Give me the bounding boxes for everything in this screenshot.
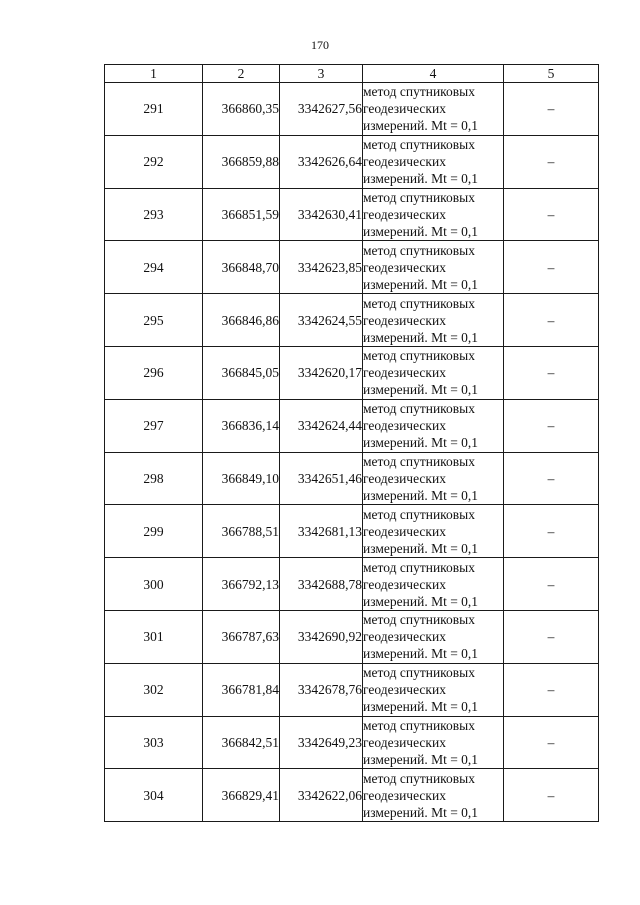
x-coordinate-cell: 366849,10 bbox=[203, 452, 280, 505]
method-line: метод спутниковых bbox=[363, 612, 475, 628]
y-coordinate-cell: 3342690,92 bbox=[280, 610, 363, 663]
method-line: измерений. Mt = 0,1 bbox=[363, 223, 479, 239]
method-line: метод спутниковых bbox=[363, 84, 475, 100]
method-line: геодезических bbox=[363, 734, 446, 750]
y-coordinate-cell: 3342620,17 bbox=[280, 346, 363, 399]
method-line: метод спутниковых bbox=[363, 295, 475, 311]
description-cell: – bbox=[504, 188, 599, 241]
method-line: геодезических bbox=[363, 470, 446, 486]
description-cell: – bbox=[504, 610, 599, 663]
table-row bbox=[105, 399, 599, 452]
x-coordinate-cell: 366787,63 bbox=[203, 610, 280, 663]
y-coordinate-cell: 3342651,46 bbox=[280, 452, 363, 505]
point-number-cell: 304 bbox=[105, 769, 203, 822]
method-line: метод спутниковых bbox=[363, 506, 475, 522]
point-number-cell: 294 bbox=[105, 241, 203, 294]
x-coordinate-cell: 366859,88 bbox=[203, 135, 280, 188]
x-coordinate-cell: 366792,13 bbox=[203, 558, 280, 611]
description-cell: – bbox=[504, 346, 599, 399]
method-cell bbox=[363, 716, 504, 769]
x-coordinate-cell: 366845,05 bbox=[203, 346, 280, 399]
y-coordinate-cell: 3342624,44 bbox=[280, 399, 363, 452]
table-row bbox=[105, 83, 599, 136]
table-row bbox=[105, 188, 599, 241]
x-coordinate-cell: 366860,35 bbox=[203, 83, 280, 136]
method-line: измерений. Mt = 0,1 bbox=[363, 382, 479, 398]
method-line: метод спутниковых bbox=[363, 242, 475, 258]
method-cell bbox=[363, 769, 504, 822]
x-coordinate-cell: 366848,70 bbox=[203, 241, 280, 294]
method-line: геодезических bbox=[363, 523, 446, 539]
y-coordinate-cell: 3342622,06 bbox=[280, 769, 363, 822]
point-number-cell: 297 bbox=[105, 399, 203, 452]
method-line: измерений. Mt = 0,1 bbox=[363, 329, 479, 345]
x-coordinate-cell: 366842,51 bbox=[203, 716, 280, 769]
method-cell bbox=[363, 452, 504, 505]
column-header: 5 bbox=[504, 65, 599, 83]
point-number-cell: 296 bbox=[105, 346, 203, 399]
table-header-row bbox=[105, 65, 599, 83]
description-cell: – bbox=[504, 294, 599, 347]
method-line: измерений. Mt = 0,1 bbox=[363, 118, 479, 134]
method-line: геодезических bbox=[363, 787, 446, 803]
x-coordinate-cell: 366829,41 bbox=[203, 769, 280, 822]
method-line: измерений. Mt = 0,1 bbox=[363, 699, 479, 715]
page-number: 170 bbox=[311, 38, 329, 52]
description-cell: – bbox=[504, 399, 599, 452]
method-cell bbox=[363, 663, 504, 716]
method-cell bbox=[363, 505, 504, 558]
coordinates-table bbox=[104, 64, 599, 822]
column-header: 3 bbox=[280, 65, 363, 83]
point-number-cell: 300 bbox=[105, 558, 203, 611]
y-coordinate-cell: 3342678,76 bbox=[280, 663, 363, 716]
method-line: геодезических bbox=[363, 682, 446, 698]
point-number-cell: 292 bbox=[105, 135, 203, 188]
y-coordinate-cell: 3342624,55 bbox=[280, 294, 363, 347]
method-line: измерений. Mt = 0,1 bbox=[363, 646, 479, 662]
method-line: измерений. Mt = 0,1 bbox=[363, 435, 479, 451]
column-header: 1 bbox=[105, 65, 203, 83]
method-line: метод спутниковых bbox=[363, 137, 475, 153]
table-row bbox=[105, 346, 599, 399]
method-line: геодезических bbox=[363, 259, 446, 275]
point-number-cell: 298 bbox=[105, 452, 203, 505]
method-cell bbox=[363, 135, 504, 188]
description-cell: – bbox=[504, 558, 599, 611]
description-cell: – bbox=[504, 663, 599, 716]
x-coordinate-cell: 366836,14 bbox=[203, 399, 280, 452]
table-row bbox=[105, 241, 599, 294]
point-number-cell: 295 bbox=[105, 294, 203, 347]
column-header: 2 bbox=[203, 65, 280, 83]
method-line: метод спутниковых bbox=[363, 717, 475, 733]
table-row bbox=[105, 610, 599, 663]
description-cell: – bbox=[504, 452, 599, 505]
x-coordinate-cell: 366781,84 bbox=[203, 663, 280, 716]
table-row bbox=[105, 294, 599, 347]
x-coordinate-cell: 366788,51 bbox=[203, 505, 280, 558]
method-cell bbox=[363, 294, 504, 347]
point-number-cell: 301 bbox=[105, 610, 203, 663]
method-cell bbox=[363, 241, 504, 294]
table-row bbox=[105, 505, 599, 558]
description-cell: – bbox=[504, 716, 599, 769]
method-cell bbox=[363, 399, 504, 452]
method-line: геодезических bbox=[363, 312, 446, 328]
method-line: метод спутниковых bbox=[363, 665, 475, 681]
method-line: метод спутниковых bbox=[363, 770, 475, 786]
method-line: геодезических bbox=[363, 101, 446, 117]
description-cell: – bbox=[504, 769, 599, 822]
table-row bbox=[105, 135, 599, 188]
y-coordinate-cell: 3342627,56 bbox=[280, 83, 363, 136]
x-coordinate-cell: 366851,59 bbox=[203, 188, 280, 241]
method-cell bbox=[363, 610, 504, 663]
method-line: измерений. Mt = 0,1 bbox=[363, 540, 479, 556]
x-coordinate-cell: 366846,86 bbox=[203, 294, 280, 347]
method-line: измерений. Mt = 0,1 bbox=[363, 487, 479, 503]
y-coordinate-cell: 3342623,85 bbox=[280, 241, 363, 294]
y-coordinate-cell: 3342626,64 bbox=[280, 135, 363, 188]
method-line: геодезических bbox=[363, 365, 446, 381]
table-row bbox=[105, 716, 599, 769]
method-line: измерений. Mt = 0,1 bbox=[363, 804, 479, 820]
point-number-cell: 291 bbox=[105, 83, 203, 136]
method-line: метод спутниковых bbox=[363, 189, 475, 205]
method-line: геодезических bbox=[363, 576, 446, 592]
y-coordinate-cell: 3342630,41 bbox=[280, 188, 363, 241]
column-header: 4 bbox=[363, 65, 504, 83]
point-number-cell: 303 bbox=[105, 716, 203, 769]
description-cell: – bbox=[504, 83, 599, 136]
y-coordinate-cell: 3342649,23 bbox=[280, 716, 363, 769]
method-line: измерений. Mt = 0,1 bbox=[363, 171, 479, 187]
table-body bbox=[105, 83, 599, 822]
method-line: метод спутниковых bbox=[363, 401, 475, 417]
point-number-cell: 302 bbox=[105, 663, 203, 716]
table-row bbox=[105, 558, 599, 611]
method-line: геодезических bbox=[363, 418, 446, 434]
y-coordinate-cell: 3342681,13 bbox=[280, 505, 363, 558]
y-coordinate-cell: 3342688,78 bbox=[280, 558, 363, 611]
table-row bbox=[105, 769, 599, 822]
method-cell bbox=[363, 558, 504, 611]
method-line: метод спутниковых bbox=[363, 559, 475, 575]
description-cell: – bbox=[504, 241, 599, 294]
method-line: измерений. Mt = 0,1 bbox=[363, 751, 479, 767]
method-cell bbox=[363, 346, 504, 399]
method-line: геодезических bbox=[363, 154, 446, 170]
method-line: геодезических bbox=[363, 629, 446, 645]
method-line: геодезических bbox=[363, 206, 446, 222]
table-row bbox=[105, 452, 599, 505]
method-cell bbox=[363, 188, 504, 241]
table-row bbox=[105, 663, 599, 716]
method-cell bbox=[363, 83, 504, 136]
description-cell: – bbox=[504, 505, 599, 558]
method-line: измерений. Mt = 0,1 bbox=[363, 593, 479, 609]
description-cell: – bbox=[504, 135, 599, 188]
point-number-cell: 299 bbox=[105, 505, 203, 558]
point-number-cell: 293 bbox=[105, 188, 203, 241]
method-line: метод спутниковых bbox=[363, 348, 475, 364]
method-line: измерений. Mt = 0,1 bbox=[363, 276, 479, 292]
method-line: метод спутниковых bbox=[363, 453, 475, 469]
